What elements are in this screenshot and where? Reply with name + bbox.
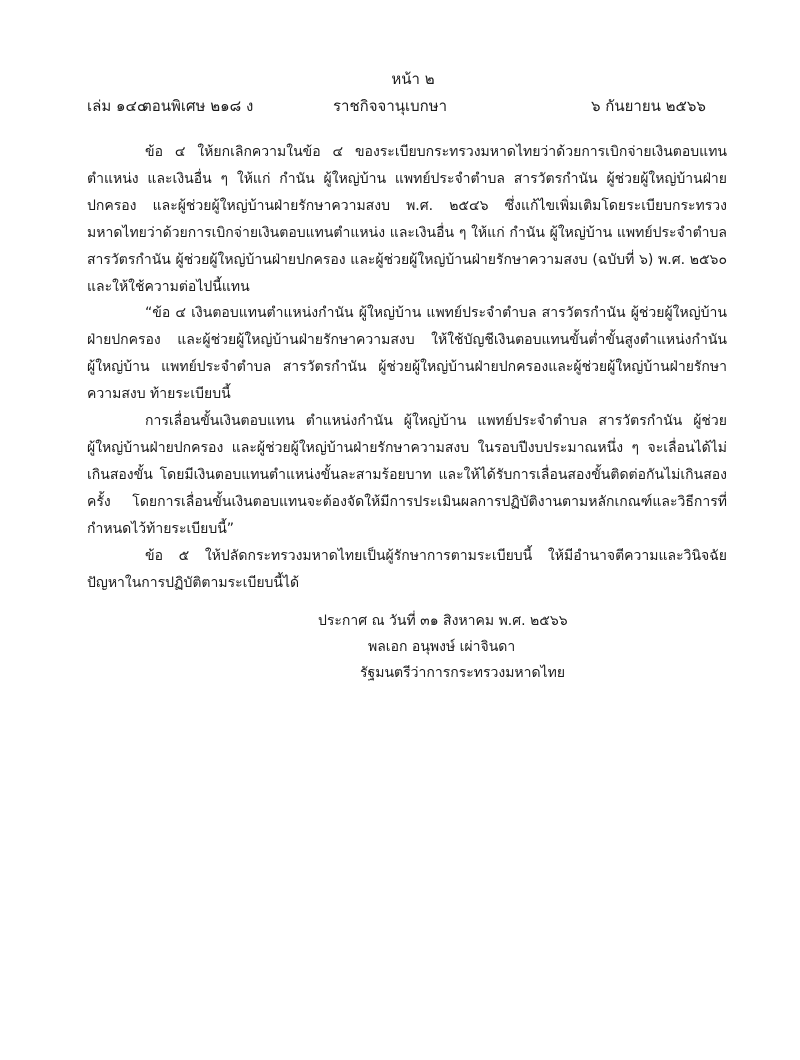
volume-label: เล่ม ๑๔๐ (87, 97, 147, 115)
amended-clause-4-paragraph: “ข้อ ๔ เงินตอบแทนตำแหน่งกำนัน ผู้ใหญ่บ้าน แพทย์ประจำตำบล สารวัตรกำนัน ผู้ช่วยผู้ใหญ่บ้านฝ่ายปกครอง และผู้ช่วยผู้ใหญ่บ้านฝ่ายรักษาความสงบ ให้ใช้บัญชีเงินตอบแทนขั้นต่ำขั้นสูงตำแหน่งกำนัน ผู้ใหญ่บ้าน แพทย์ประจำตำบล สารวัตรกำนัน ผู้ช่วยผู้ใหญ่บ้านฝ่ายปกครองและผู้ช่วยผู้ใหญ่บ้านฝ่ายรักษาความสงบ ท้ายระเบียบนี้ (87, 305, 727, 403)
announcement-date: ประกาศ ณ วันที่ ๓๑ สิงหาคม พ.ศ. ๒๕๖๖ (318, 613, 568, 629)
clause-5-paragraph: ข้อ ๕ ให้ปลัดกระทรวงมหาดไทยเป็นผู้รักษาการตามระเบียบนี้ ให้มีอำนาจตีความและวินิจฉัยปัญหาในการปฏิบัติตามระเบียบนี้ได้ (87, 547, 727, 591)
page-number: หน้า ๒ (391, 70, 435, 88)
gazette-header (87, 94, 727, 116)
section-label: ตอนพิเศษ ๒๑๘ ง (142, 97, 254, 115)
signatory-title: รัฐมนตรีว่าการกระทรวงมหาดไทย (360, 665, 566, 681)
publication-date: ๖ กันยายน ๒๕๖๖ (591, 97, 706, 115)
promotion-paragraph: การเลื่อนขั้นเงินตอบแทน ตำแหน่งกำนัน ผู้ใหญ่บ้าน แพทย์ประจำตำบล สารวัตรกำนัน ผู้ช่วยผู้ใหญ่บ้านฝ่ายปกครอง และผู้ช่วยผู้ใหญ่บ้านฝ่ายรักษาความสงบ ในรอบปีงบประมาณหนึ่ง ๆ จะเลื่อนได้ไม่เกินสองขั้น โดยมีเงินตอบแทนตำแหน่งขั้นละสามร้อยบาท และให้ได้รับการเลื่อนสองขั้นติดต่อกันไม่เกินสองครั้ง โดยการเลื่อนขั้นเงินตอบแทนจะต้องจัดให้มีการประเมินผลการปฏิบัติงานตามหลักเกณฑ์และวิธีการที่กำหนดไว้ท้ายระเบียบนี้” (87, 413, 727, 537)
gazette-title: ราชกิจจานุเบกษา (333, 97, 448, 115)
regulation-body (87, 139, 727, 596)
signatory-name: พลเอก อนุพงษ์ เผ่าจินดา (368, 639, 516, 655)
clause-4-paragraph: ข้อ ๔ ให้ยกเลิกความในข้อ ๔ ของระเบียบกระทรวงมหาดไทยว่าด้วยการเบิกจ่ายเงินตอบแทนตำแหน่ง และเงินอื่น ๆ ให้แก่ กำนัน ผู้ใหญ่บ้าน แพทย์ประจำตำบล สารวัตรกำนัน ผู้ช่วยผู้ใหญ่บ้านฝ่ายปกครอง และผู้ช่วยผู้ใหญ่บ้านฝ่ายรักษาความสงบ พ.ศ. ๒๕๔๖ ซึ่งแก้ไขเพิ่มเติมโดยระเบียบกระทรวงมหาดไทยว่าด้วยการเบิกจ่ายเงินตอบแทนตำแหน่ง และเงินอื่น ๆ ให้แก่ กำนัน ผู้ใหญ่บ้าน แพทย์ประจำตำบล สารวัตรกำนัน ผู้ช่วยผู้ใหญ่บ้านฝ่ายปกครอง และผู้ช่วยผู้ใหญ่บ้านฝ่ายรักษาความสงบ (ฉบับที่ ๖) พ.ศ. ๒๕๖๐ และให้ใช้ความต่อไปนี้แทน (87, 144, 727, 295)
signature-block (318, 608, 638, 686)
